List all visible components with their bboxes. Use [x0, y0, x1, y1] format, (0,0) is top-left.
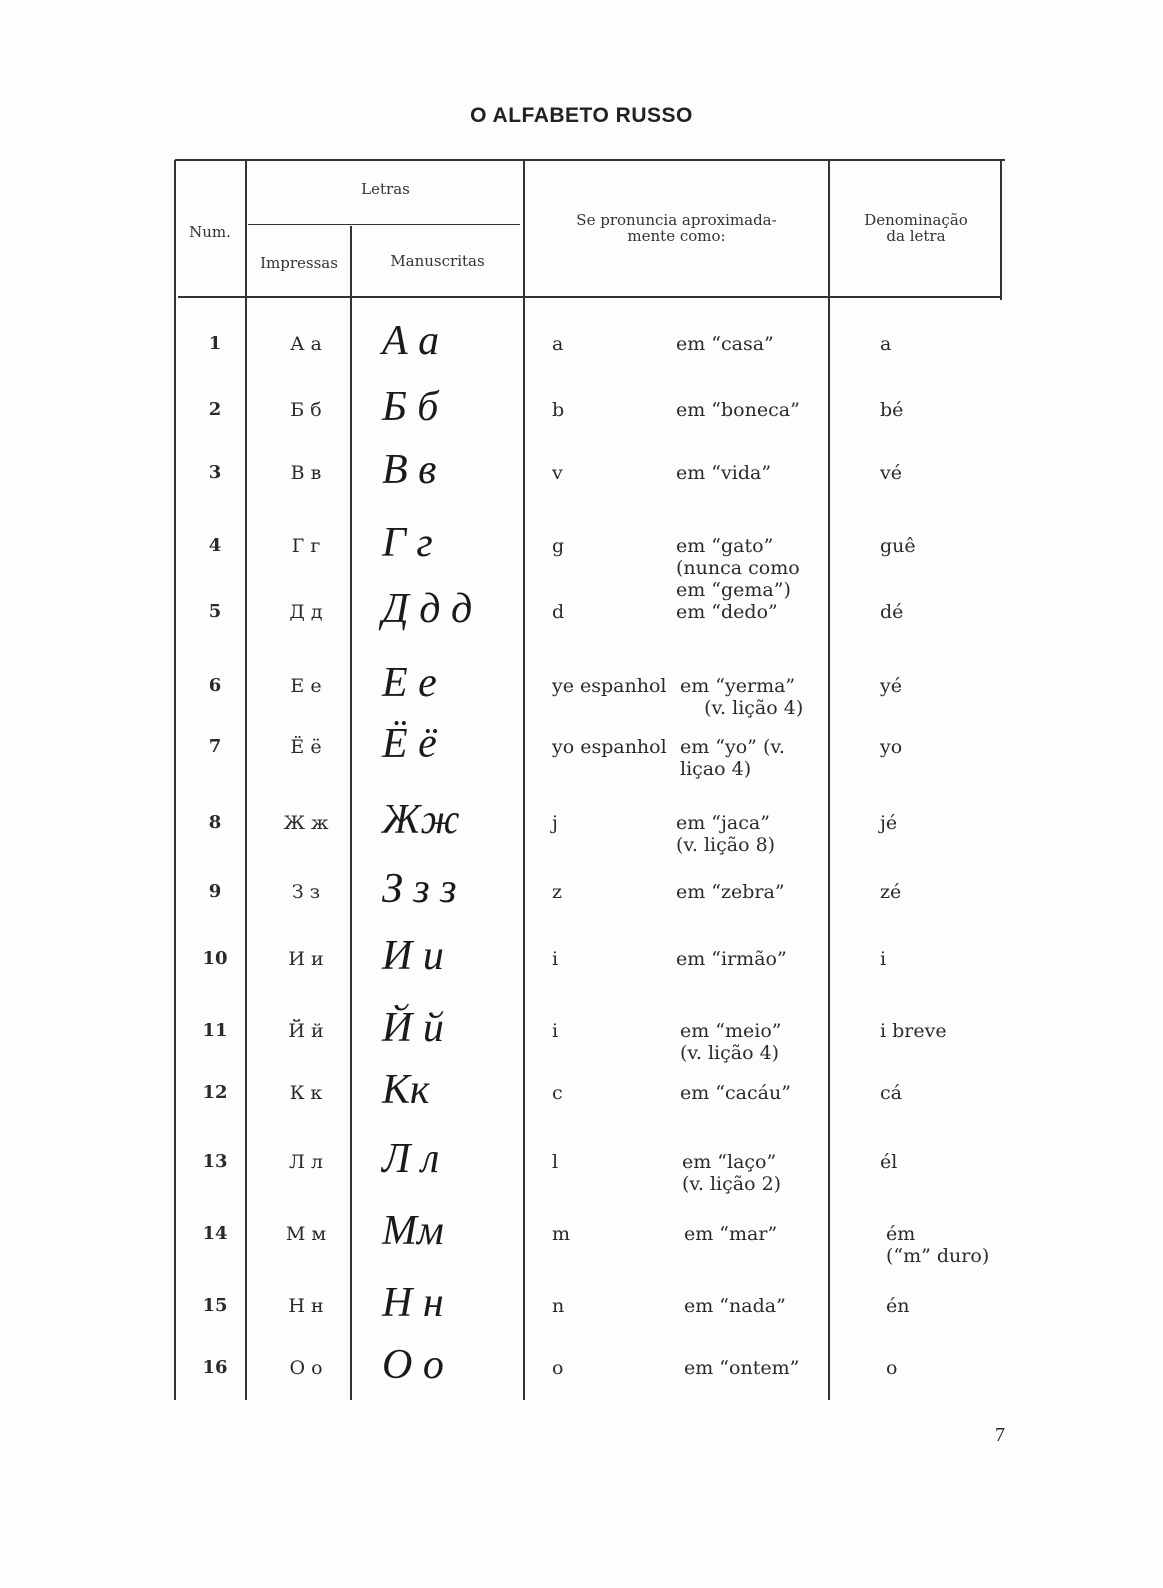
manuscript-letter: И и	[382, 933, 444, 979]
sound: c	[552, 1082, 563, 1104]
letter-name: zé	[880, 881, 902, 903]
printed-letter: Е е	[290, 675, 322, 697]
sound: a	[552, 333, 564, 355]
letter-name: én	[886, 1295, 910, 1317]
manuscript-letter: Ё ё	[382, 721, 437, 767]
manuscript-letter: Й й	[382, 1005, 444, 1051]
printed-letter: К к	[289, 1082, 323, 1104]
letter-name: yé	[880, 675, 902, 697]
example: em “laço” (v. lição 2)	[682, 1151, 782, 1195]
example: em “mar”	[684, 1223, 778, 1245]
example: em “yerma” (v. lição 4)	[680, 675, 804, 719]
manuscript-letter: А а	[382, 318, 440, 364]
row-number: 1	[208, 333, 222, 354]
header-denominacao: Denominação da letra	[864, 211, 968, 245]
manuscript-letter: З з з	[382, 866, 457, 912]
letter-name: yo	[880, 736, 903, 758]
row-number: 5	[208, 601, 222, 622]
letter-name: i	[880, 948, 887, 970]
sound: j	[552, 812, 558, 834]
sound: v	[552, 462, 563, 484]
row-number: 11	[202, 1020, 228, 1041]
letter-name: a	[880, 333, 892, 355]
example: em “casa”	[676, 333, 774, 355]
header-manuscritas: Manuscritas	[390, 252, 485, 270]
letter-name: guê	[880, 535, 916, 557]
example: em “vida”	[676, 462, 772, 484]
manuscript-letter: Кк	[382, 1067, 430, 1113]
printed-letter: М м	[285, 1223, 327, 1245]
manuscript-letter: Е е	[382, 660, 437, 706]
sound: i	[552, 1020, 559, 1042]
manuscript-letter: Н н	[382, 1280, 444, 1326]
column-rule-pronuncia	[828, 160, 830, 1400]
example: em “meio” (v. lição 4)	[680, 1020, 782, 1064]
header-bottom-rule	[178, 296, 1002, 298]
manuscript-letter: В в	[382, 447, 437, 493]
letter-name: jé	[880, 812, 898, 834]
printed-letter: Б б	[290, 399, 322, 421]
printed-letter: Г г	[291, 535, 321, 557]
example: em “nada”	[684, 1295, 786, 1317]
header-letras: Letras	[361, 180, 410, 198]
row-number: 2	[208, 399, 222, 420]
printed-letter: Ж ж	[283, 812, 329, 834]
row-number: 4	[208, 535, 222, 556]
letter-name: i breve	[880, 1020, 947, 1042]
letter-name: ém (“m” duro)	[886, 1223, 990, 1267]
header-impressas: Impressas	[260, 254, 338, 272]
manuscript-letter: Г г	[382, 520, 433, 566]
example: em “boneca”	[676, 399, 800, 421]
row-number: 9	[208, 881, 222, 902]
printed-letter: Л л	[289, 1151, 323, 1173]
printed-letter: О о	[289, 1357, 323, 1379]
manuscript-letter: О о	[382, 1342, 444, 1388]
manuscript-letter: Б б	[382, 384, 439, 430]
example: em “jaca” (v. lição 8)	[676, 812, 776, 856]
row-number: 8	[208, 812, 222, 833]
sound: l	[552, 1151, 559, 1173]
printed-letter: И и	[288, 948, 324, 970]
sound: g	[552, 535, 565, 557]
row-number: 15	[202, 1295, 228, 1316]
printed-letter: Д д	[289, 601, 323, 623]
example: em “zebra”	[676, 881, 785, 903]
manuscript-letter: Жж	[382, 797, 460, 843]
sound: z	[552, 881, 563, 903]
manuscript-letter: Д д д	[382, 586, 473, 632]
manuscript-letter: Л л	[382, 1136, 440, 1182]
printed-letter: А а	[290, 333, 322, 355]
example: em “ontem”	[684, 1357, 800, 1379]
sound: n	[552, 1295, 565, 1317]
letter-name: él	[880, 1151, 898, 1173]
page-number: 7	[995, 1424, 1005, 1446]
header-pronuncia: Se pronuncia aproximada- mente como:	[576, 211, 777, 245]
sound: i	[552, 948, 559, 970]
manuscript-letter: Мм	[382, 1208, 444, 1254]
row-number: 7	[208, 736, 222, 757]
sound: yo espanhol	[552, 736, 667, 758]
page-title: O ALFABETO RUSSO	[470, 104, 693, 127]
row-number: 3	[208, 462, 222, 483]
row-number: 13	[202, 1151, 228, 1172]
sound: ye espanhol	[552, 675, 667, 697]
sound: m	[552, 1223, 571, 1245]
sound: b	[552, 399, 565, 421]
table-top-rule	[175, 159, 1005, 161]
row-number: 6	[208, 675, 222, 696]
row-number: 16	[202, 1357, 228, 1378]
example: em “gato” (nunca como em “gema”)	[676, 535, 800, 601]
printed-letter: Ё ё	[290, 736, 322, 758]
row-number: 12	[202, 1082, 228, 1103]
sound: d	[552, 601, 565, 623]
header-num: Num.	[189, 223, 231, 241]
example: em “irmão”	[676, 948, 787, 970]
printed-letter: Н н	[288, 1295, 324, 1317]
sound: o	[552, 1357, 564, 1379]
letter-name: o	[886, 1357, 898, 1379]
letras-divider-rule	[248, 224, 520, 225]
row-number: 14	[202, 1223, 228, 1244]
letter-name: vé	[880, 462, 902, 484]
row-number: 10	[202, 948, 228, 969]
example: em “dedo”	[676, 601, 778, 623]
letter-name: bé	[880, 399, 904, 421]
letter-name: cá	[880, 1082, 902, 1104]
example: em “cacáu”	[680, 1082, 791, 1104]
printed-letter: В в	[290, 462, 322, 484]
printed-letter: З з	[291, 881, 321, 903]
example: em “yo” (v. liçao 4)	[680, 736, 785, 780]
letter-name: dé	[880, 601, 904, 623]
printed-letter: Й й	[288, 1020, 324, 1042]
